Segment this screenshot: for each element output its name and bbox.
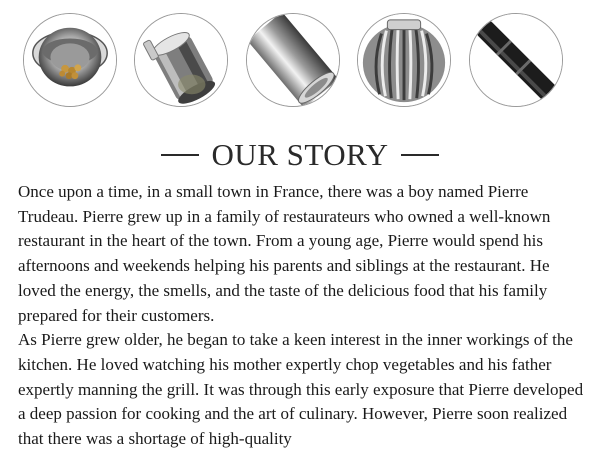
story-heading: OUR STORY xyxy=(211,137,389,172)
thumbnail-4[interactable] xyxy=(357,13,451,107)
section-heading xyxy=(0,133,600,177)
steel-tube-icon xyxy=(247,14,339,106)
product-gallery xyxy=(0,0,600,120)
story-paragraph-1: Once upon a time, in a small town in France, there was a boy named Pierre Trudeau. Pierre grew up in a family of restaurateurs who owned a well-known restaurant in the heart of the town. From a young age, Pierre would spend his afternoons and weekends helping his parents and siblings at the restaurant. He loved the energy, the smells, and the taste of the delicious food that his family prepared for their customers. xyxy=(18,182,551,325)
black-handle-icon xyxy=(470,14,562,106)
thumbnail-1[interactable] xyxy=(23,13,117,107)
fluted-steel-icon xyxy=(358,14,450,106)
story-body xyxy=(18,180,584,452)
strainer-bowl-icon xyxy=(24,14,116,106)
thumbnail-3[interactable] xyxy=(246,13,340,107)
heading-rule-left xyxy=(161,154,199,156)
story-paragraph-2: As Pierre grew older, he began to take a keen interest in the inner workings of the kitchen. He loved watching his mother expertly chop vegetables and his father expertly manning the grill. It was through this early exposure that Pierre developed a deep passion for cooking and the art of culinary. However, Pierre soon realized that there was a shortage of high-quality xyxy=(18,330,584,449)
thumbnail-2[interactable] xyxy=(134,13,228,107)
thumbnail-5[interactable] xyxy=(469,13,563,107)
metal-canister-icon xyxy=(135,14,227,106)
heading-rule-right xyxy=(401,154,439,156)
